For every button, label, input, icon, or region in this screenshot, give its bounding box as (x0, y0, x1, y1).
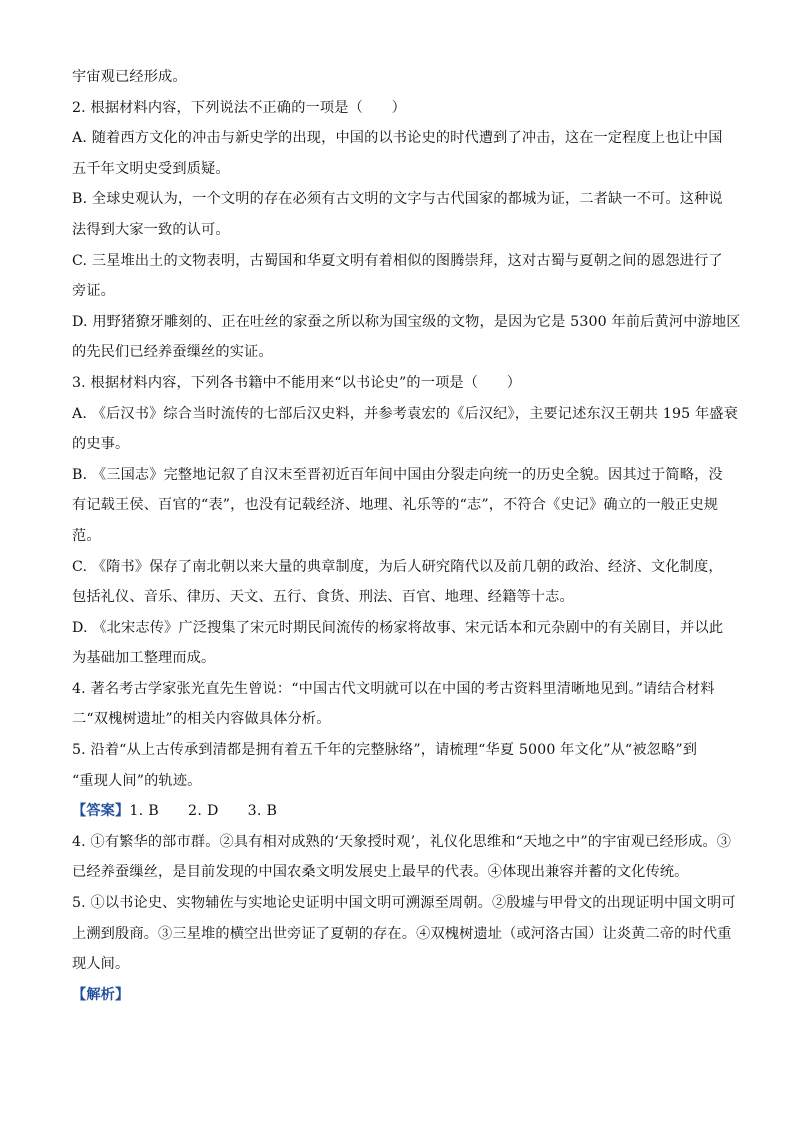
q3-option-a-cont: 的史事。 (72, 436, 130, 453)
answer-5-cont: 上溯到殷商。③三星堆的横空出世旁证了夏朝的存在。④双槐树遗址（或河洛古国）让炎黄二帝的时代重 (72, 925, 732, 942)
q2-option-b-cont: 法得到大家一致的认可。 (72, 221, 230, 238)
q3-option-d: D. 《北宋志传》广泛搜集了宋元时期民间流传的杨家将故事、宋元话本和元杂剧中的有关剧目，并以此 (72, 619, 724, 636)
q3-option-c-cont: 包括礼仪、音乐、律历、天文、五行、食货、刑法、百官、地理、经籍等十志。 (72, 589, 574, 606)
q2-option-a-cont: 五千年文明史受到质疑。 (72, 160, 230, 177)
answer-label: 【答案】 (72, 803, 130, 820)
question-3-stem: 3. 根据材料内容，下列各书籍中不能用来“以书论史”的一项是（ ） (72, 374, 522, 391)
q2-option-d: D. 用野猪獠牙雕刻的、正在吐丝的家蚕之所以称为国宝级的文物，是因为它是 5300 年前后黄河中游地区 (72, 313, 741, 330)
answer-4-cont: 已经养蚕缫丝，是目前发现的中国农桑文明发展史上最早的代表。④体现出兼容并蓄的文化传统。 (72, 864, 689, 881)
text-line: 宇宙观已经形成。 (72, 69, 187, 85)
question-4-stem-cont: 二“双槐树遗址”的相关内容做具体分析。 (72, 711, 331, 728)
answer-values: 1. B 2. D 3. B (129, 803, 278, 820)
q3-option-b-cont2: 范。 (72, 527, 101, 544)
q3-option-c: C. 《隋书》保存了南北朝以来大量的典章制度，为后人研究隋代以及前几朝的政治、经济、文化制度， (72, 558, 723, 575)
analysis-label: 【解析】 (72, 986, 130, 1003)
question-4-stem: 4. 著名考古学家张光直先生曾说：“中国古代文明就可以在中国的考古资料里清晰地见到。”请结合材料 (72, 680, 715, 697)
question-5-stem-cont: “重现人间”的轨迹。 (72, 772, 202, 789)
q3-option-b: B. 《三国志》完整地记叙了自汉末至晋初近百年间中国由分裂走向统一的历史全貌。因其过于简略，没 (72, 466, 723, 483)
answer-5: 5. ①以书论史、实物辅佐与实地论史证明中国文明可溯源至周朝。②殷墟与甲骨文的出现证明中国文明可 (72, 895, 736, 912)
question-2-stem: 2. 根据材料内容，下列说法不正确的一项是（ ） (72, 99, 406, 116)
q2-option-c-cont: 旁证。 (72, 283, 116, 300)
q2-option-d-cont: 的先民们已经养蚕缫丝的实证。 (72, 344, 273, 361)
question-5-stem: 5. 沿着“从上古传承到清都是拥有着五千年的完整脉络”，请梳理“华夏 5000 年文化”从“被忽略”到 (72, 742, 698, 759)
answer-row (72, 796, 722, 827)
q3-option-a: A. 《后汉书》综合当时流传的七部后汉史料，并参考袁宏的《后汉纪》，主要记述东汉王朝共 195 年盛衰 (72, 405, 738, 422)
answer-4: 4. ①有繁华的部市群。②具有相对成熟的‘天象授时观’，礼仪化思维和“天地之中”的宇宙观已经形成。③ (72, 833, 732, 850)
q2-option-c: C. 三星堆出土的文物表明，古蜀国和华夏文明有着相似的图腾崇拜，这对古蜀与夏朝之间的恩怨进行了 (72, 252, 723, 269)
q3-option-b-cont: 有记载王侯、百官的“表”，也没有记载经济、地理、礼乐等的“志”，不符合《史记》确立的一般正史规 (72, 497, 719, 514)
document-content (72, 62, 741, 1010)
q2-option-a: A. 随着西方文化的冲击与新史学的出现，中国的以书论史的时代遭到了冲击，这在一定程度上也让中国 (72, 130, 723, 147)
answer-5-cont2: 现人间。 (72, 956, 130, 973)
q3-option-d-cont: 为基础加工整理而成。 (72, 650, 216, 667)
q2-option-b: B. 全球史观认为，一个文明的存在必须有古文明的文字与古代国家的都城为证，二者缺一不可。这种说 (72, 191, 723, 208)
